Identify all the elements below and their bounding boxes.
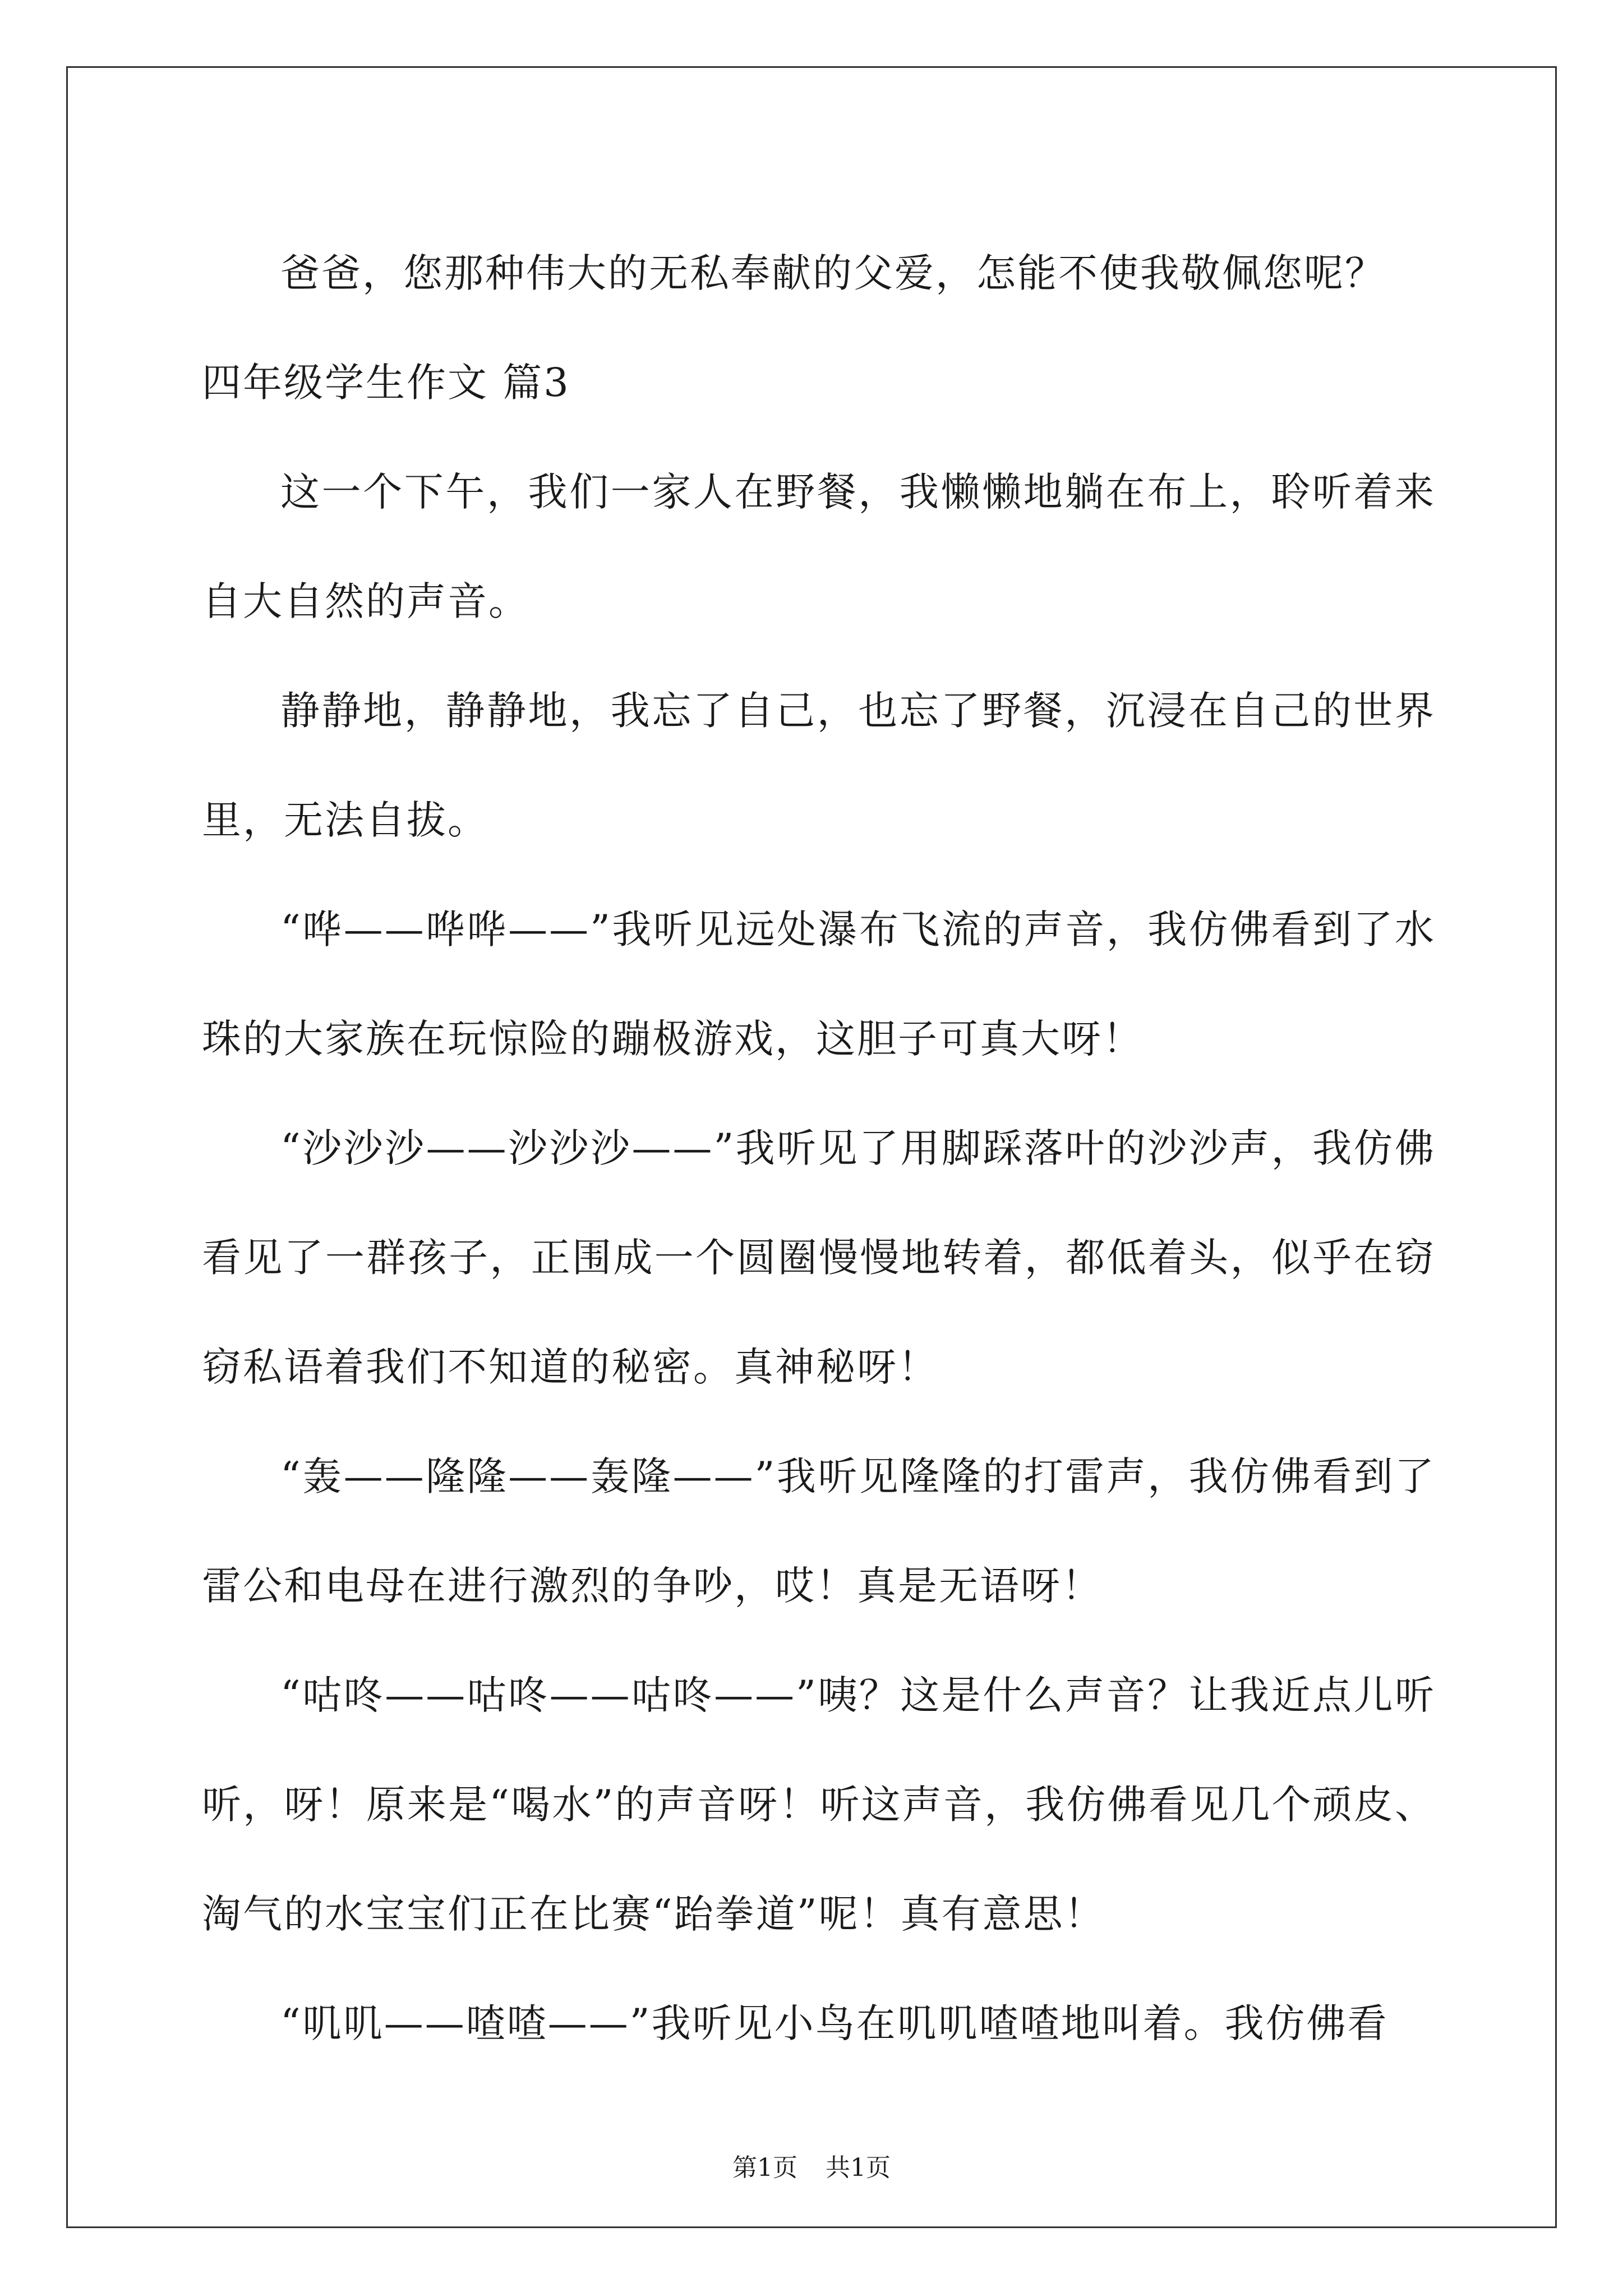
page-total: 共1页	[826, 2154, 891, 2182]
page-footer	[0, 2151, 1623, 2185]
paragraph: “轰——隆隆——轰隆——”我听见隆隆的打雷声，我仿佛看到了雷公和电母在进行激烈的争吵，哎！真是无语呀！	[202, 1453, 1436, 1609]
document-body	[202, 219, 1436, 2078]
page-number: 第1页	[732, 2154, 797, 2182]
section-heading: 四年级学生作文 篇3	[202, 360, 570, 406]
paragraph: 爸爸，您那种伟大的无私奉献的父爱，怎能不使我敬佩您呢？	[280, 250, 1386, 296]
paragraph: “哗——哗哗——”我听见远处瀑布飞流的声音，我仿佛看到了水珠的大家族在玩惊险的蹦极游戏，这胆子可真大呀！	[202, 907, 1436, 1062]
paragraph: “咕咚——咕咚——咕咚——”咦？这是什么声音？让我近点儿听听，呀！原来是“喝水”的声音呀！听这声音，我仿佛看见几个顽皮、淘气的水宝宝们正在比赛“跆拳道”呢！真有意思！	[202, 1672, 1436, 1937]
paragraph: 静静地，静静地，我忘了自己，也忘了野餐，沉浸在自己的世界里，无法自拔。	[202, 688, 1436, 843]
paragraph: “沙沙沙——沙沙沙——”我听见了用脚踩落叶的沙沙声，我仿佛看见了一群孩子，正围成一个圆圈慢慢地转着，都低着头，似乎在窃窃私语着我们不知道的秘密。真神秘呀！	[202, 1125, 1436, 1390]
paragraph: “叽叽——喳喳——”我听见小鸟在叽叽喳喳地叫着。我仿佛看	[280, 2000, 1389, 2046]
paragraph: 这一个下午，我们一家人在野餐，我懒懒地躺在布上，聆听着来自大自然的声音。	[202, 469, 1436, 624]
